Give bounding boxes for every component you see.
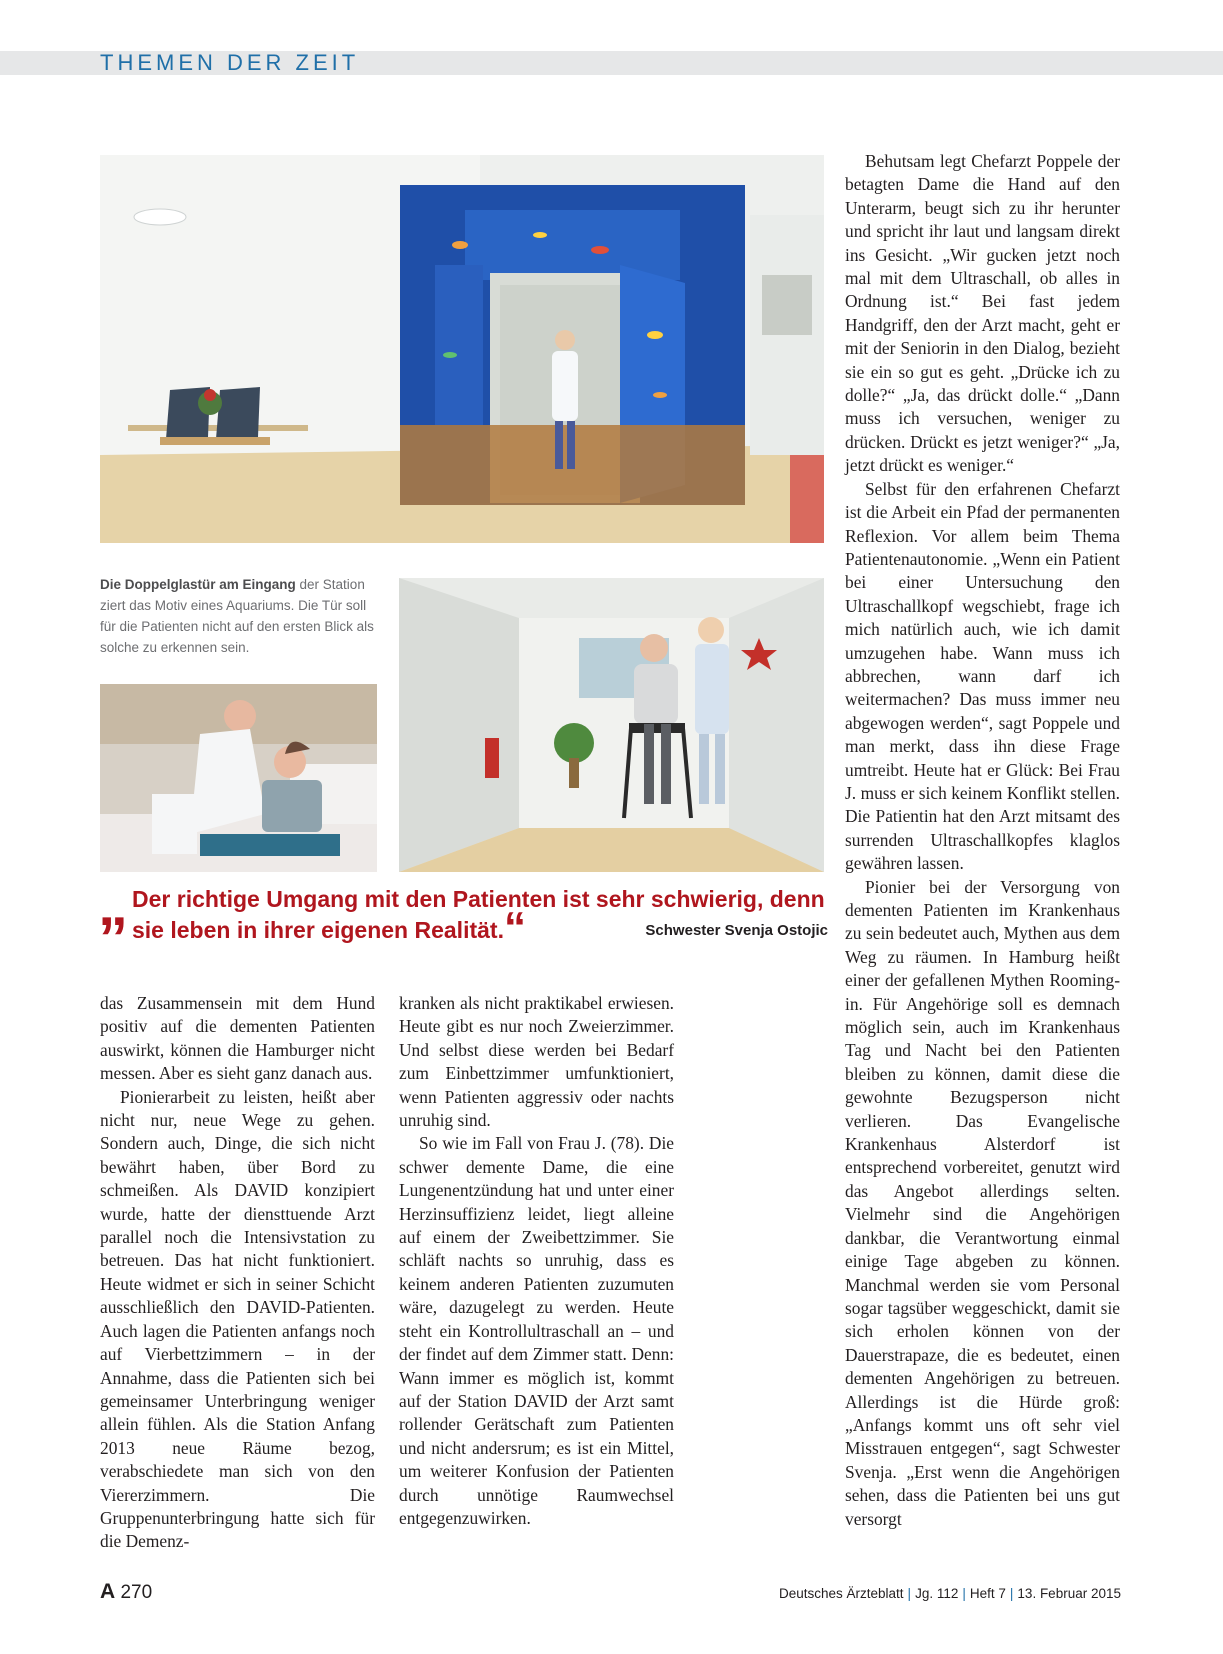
caption-text: der Station ziert das Motiv eines Aquariums. Die Tür soll für die Patienten nicht auf den ersten Blick als solche zu erkennen sein.	[100, 577, 374, 655]
column-middle	[399, 992, 674, 1530]
paragraph: kranken als nicht praktikabel erwiesen. Heute gibt es nur noch Zweierzimmer. Und selbst diese werden bei Bedarf zum Einbettzimmer umfunktioniert, wenn Patienten aggressiv oder nachts unruhig sind.	[399, 993, 674, 1131]
paragraph: Selbst für den erfahrenen Chefarzt ist die Arbeit ein Pfad der permanenten Reflexion. Vor allem beim Thema Patientenautonomie. „Wenn ein Patient bei einer Untersuchung den Ultraschallkopf wegschiebt, frage ich mich natürlich auch, wie ich damit umzugehen habe. Wann muss ich abbrechen, wann darf ich weitermachen? Das muss immer neu abgewogen werden“, sagt Poppele und man merkt, dass ihn diese Frage umtreibt. Heute hat er Glück: Bei Frau J. muss er sich keinem Konflikt stellen. Die Patientin hat den Arzt mitsamt des surrenden Ultraschallkopfes klaglos gewähren lassen.	[845, 478, 1120, 874]
journal-name: Deutsches Ärzteblatt	[778, 1586, 904, 1601]
column-left	[100, 992, 375, 1554]
page-number	[100, 1580, 152, 1604]
quote-open-mark: „	[98, 871, 128, 938]
paragraph: Pionier bei der Versorgung von dementen Patienten im Krankenhaus zu sein bedeutet auch, Mythen aus dem Weg zu räumen. In Hamburg heißt einer der gefallenen Mythen Rooming-in. Für Angehörige soll es demnach möglich sein, auch im Krankenhaus Tag und Nacht bei den Patienten bleiben zu können, damit diese die gewohnte Bezugsperson nicht verlieren. Das Evangelische Krankenhaus Alsterdorf ist entsprechend vorbereitet, genutzt wird das Angebot allerdings selten. Vielmehr sind die Angehörigen dankbar, die Verantwortung einmal einige Tage abgeben zu können. Manchmal werden sie vom Personal sogar tagsüber weggeschickt, damit sie sich erholen können von der Dauerstrapaze, die es bedeutet, einen dementen Angehörigen zu betreuen. Allerdings ist die Hürde groß: „Anfangs kommt uns oft sehr viel Misstrauen entgegen“, sagt Schwester Svenja. „Erst wenn die Angehörigen sehen, dass die Patienten bei uns gut versorgt	[845, 876, 1120, 1529]
paragraph: Pionierarbeit zu leisten, heißt aber nicht nur, neue Wege zu gehen. Sondern auch, Dinge, die sich nicht bewährt haben, über Bord zu schmeißen. Als DAVID konzipiert wurde, hatte der diensttuende Arzt parallel noch die Intensivstation zu betreuen. Das hat nicht funktioniert. Heute widmet er sich in seiner Schicht ausschließlich den DAVID-Patienten. Auch lagen die Patienten anfangs noch auf Vierbettzimmern – in der Annahme, dass die Patienten sich bei gemeinsamer Unterbringung weniger allein fühlen. Als die Station Anfang 2013 neue Räume bezog, verabschiedete man sich von den Viererzimmern. Die Gruppenunterbringung hatte sich für die Demenz-	[100, 1086, 375, 1552]
journal-volume: Jg. 112	[915, 1586, 959, 1601]
quote-source: Schwester Svenja Ostojic	[645, 922, 828, 939]
pull-quote	[98, 871, 828, 952]
page-number-value: 270	[120, 1582, 153, 1603]
paragraph: So wie im Fall von Frau J. (78). Die schwer demente Dame, die eine Lungenentzündung hat und unter einer Herzinsuffizienz leidet, liegt alleine auf einem der Zweibettzimmer. Sie schläft nachts so unruhig, dass es keinem anderen Patienten zuzumuten wäre, dazugelegt zu werden. Heute steht ein Kontrollultraschall an – und der findet auf dem Zimmer statt. Denn: Wann immer es möglich ist, kommt auf der Station DAVID der Arzt samt rollender Gerätschaft zum Patienten und nicht andersrum; es ist ein Mittel, um weiterer Konfusion der Patienten durch unnötige Raumwechsel entgegenzuwirken.	[399, 1133, 674, 1528]
page-prefix: A	[100, 1580, 116, 1603]
column-right	[845, 150, 1120, 1531]
paragraph: Behutsam legt Chefarzt Poppele der betagten Dame die Hand auf den Unterarm, beugt sich zu ihr herunter und spricht ihr laut und langsam direkt ins Gesicht. „Wir gucken jetzt noch mal mit dem Ultraschall, ob alles in Ordnung ist.“ Bei fast jedem Handgriff, den der Arzt macht, geht er mit der Seniorin in den Dialog, bezieht sie ein so gut es geht. „Drücke ich zu dolle?“ „Ja, das drückt dolle.“ „Dann muss ich versuchen, weniger zu drücken. Drückt es jetzt weniger?“ „Ja, jetzt drückt es weniger.“	[845, 151, 1120, 476]
aquarium-door-photo	[100, 155, 824, 543]
quote-text: Der richtige Umgang mit den Patienten ist sehr schwierig, denn sie leben in ihrer eigenen Realität.	[132, 886, 825, 943]
journal-date: 13. Februar 2015	[1017, 1586, 1121, 1601]
journal-info: Deutsches Ärzteblatt | Jg. 112 | Heft 7 | 13. Februar 2015	[778, 1586, 1121, 1601]
section-title: THEMEN DER ZEIT	[100, 50, 360, 75]
corridor-walker-photo	[399, 578, 824, 872]
photo-caption	[100, 574, 382, 658]
doctor-patient-photo	[100, 684, 377, 872]
caption-lead: Die Doppelglastür am Eingang	[100, 577, 296, 592]
journal-issue: Heft 7	[969, 1586, 1006, 1601]
quote-close-mark: “	[503, 903, 526, 952]
paragraph: das Zusammensein mit dem Hund positiv auf die dementen Patienten auswirkt, können die Hamburger nicht messen. Aber es sieht ganz danach aus.	[100, 993, 375, 1084]
